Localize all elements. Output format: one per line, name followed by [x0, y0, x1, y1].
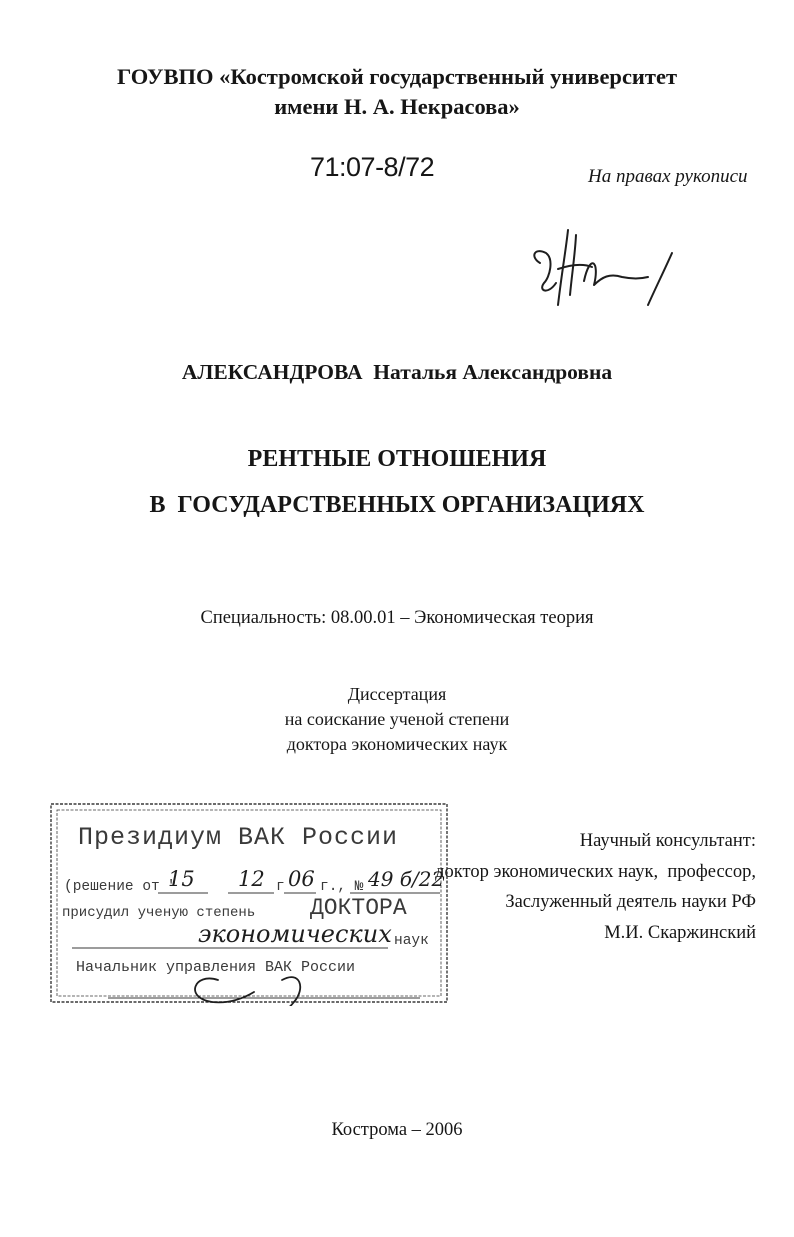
stamp-degree: ДОКТОРА	[310, 895, 407, 921]
university-name-line2: имени Н. А. Некрасова»	[274, 94, 520, 119]
stamp-footer: Начальник управления ВАК России	[76, 959, 356, 976]
dissertation-line3: доктора экономических наук	[286, 734, 508, 754]
author-given-names: Наталья Александровна	[373, 360, 613, 384]
dissertation-title	[0, 436, 794, 528]
scientific-consultant	[435, 826, 756, 948]
consultant-heading: Научный консультант:	[579, 831, 756, 851]
stamp-award-text: присудил ученую степень	[62, 905, 256, 921]
consultant-degree: доктор экономических наук, профессор,	[435, 861, 756, 882]
stamp-field-suffix: наук	[394, 933, 429, 949]
stamp-year-label: г	[276, 879, 285, 895]
specialty: Специальность: 08.00.01 – Экономическая теория	[200, 608, 594, 628]
stamp-decision-prefix: (решение от "	[64, 879, 178, 895]
stamp-field: экономических	[198, 920, 392, 948]
author-name	[0, 360, 794, 385]
stamp-title: Президиум ВАК России	[78, 823, 399, 852]
dissertation-type	[0, 682, 794, 757]
consultant-honor: Заслуженный деятель науки РФ	[505, 892, 756, 912]
university-name-line1: ГОУВПО «Костромской государственный университет	[116, 64, 677, 89]
catalog-code: 71:07-8/72	[310, 152, 435, 182]
stamp-year: 06	[288, 867, 315, 891]
dissertation-line1: Диссертация	[347, 684, 447, 704]
manuscript-rights-note: На правах рукописи	[588, 166, 748, 187]
title-line2: В ГОСУДАРСТВЕННЫХ ОРГАНИЗАЦИЯХ	[149, 492, 645, 518]
stamp-number-prefix: г., №	[320, 879, 364, 895]
author-surname: АЛЕКСАНДРОВА	[181, 360, 363, 384]
city-year: Кострома – 2006	[331, 1120, 463, 1140]
vak-stamp	[48, 798, 450, 1006]
title-line1: РЕНТНЫЕ ОТНОШЕНИЯ	[247, 446, 547, 472]
dissertation-line2: на соискание ученой степени	[284, 709, 510, 729]
stamp-number: 49 б/22	[368, 867, 445, 891]
university-header	[0, 62, 794, 122]
author-signature	[528, 225, 678, 310]
stamp-month: 12	[238, 867, 265, 891]
consultant-name: М.И. Скаржинский	[604, 922, 756, 943]
stamp-day: 15	[168, 867, 195, 891]
